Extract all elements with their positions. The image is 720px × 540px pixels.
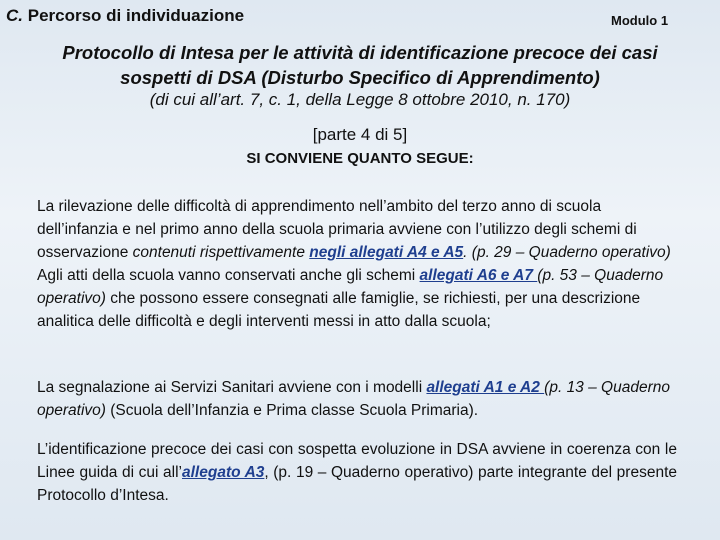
link-allegati-a6-a7[interactable]: allegati A6 e A7 (419, 267, 538, 284)
p1-italic-b: . (p. 29 – Quaderno operativo) (463, 244, 671, 261)
p1-text-a: La rilevazione delle difficoltà di apprendimento nell’ambito del terzo anno di scuola dell’infanzia e nel primo anno della scuola primaria avviene con l’utilizzo degli schemi di osservazione (37, 198, 637, 261)
p4-text-a: L’identificazione precoce dei casi con sospetta evoluzione in DSA avviene in coerenza con le Linee guida di cui all’ (37, 441, 677, 481)
paragraph-identification (37, 438, 677, 507)
p1-italic-c: (p. 53 – Quaderno operativo) (37, 267, 664, 307)
p1-text-c: che possono essere consegnati alle famiglie, se richiesti, per una descrizione analitica delle difficoltà e degli interventi messi in atto dalla scuola; (37, 290, 641, 330)
link-allegati-a1-a2[interactable]: allegati A1 e A2 (426, 379, 545, 396)
p4-text-b: , (p. 19 – Quaderno operativo) parte integrante del presente Protocollo d’Intesa. (37, 464, 677, 504)
module-label: Modulo 1 (611, 13, 669, 28)
law-reference: (di cui all’art. 7, c. 1, della Legge 8 ottobre 2010, n. 170) (149, 90, 571, 109)
link-allegato-a3[interactable]: allegato A3 (182, 464, 265, 481)
p3-text-a: La segnalazione ai Servizi Sanitari avviene con i modelli (37, 379, 427, 396)
main-title-line2: sospetti di DSA (Disturbo Specifico di Apprendimento) (120, 67, 600, 88)
p3-italic: (p. 13 – Quaderno operativo) (37, 379, 670, 419)
link-allegati-a4-a5[interactable]: negli allegati A4 e A5 (309, 244, 464, 261)
section-title (6, 6, 244, 26)
section-letter: C. (6, 6, 23, 25)
paragraph-report (37, 376, 677, 422)
p1-text-b: Agli atti della scuola vanno conservati anche gli schemi (37, 267, 420, 284)
agreement-heading: SI CONVIENE QUANTO SEGUE: (246, 150, 474, 167)
p3-text-b: (Scuola dell’Infanzia e Prima classe Scuola Primaria). (105, 402, 479, 419)
part-indicator: [parte 4 di 5] (312, 125, 408, 144)
paragraph-observation (37, 195, 677, 333)
section-title-text: Percorso di individuazione (27, 6, 245, 25)
p1-italic-a: contenuti rispettivamente (132, 244, 310, 261)
main-title (0, 40, 720, 90)
main-title-line1: Protocollo di Intesa per le attività di identificazione precoce dei casi (62, 42, 658, 63)
